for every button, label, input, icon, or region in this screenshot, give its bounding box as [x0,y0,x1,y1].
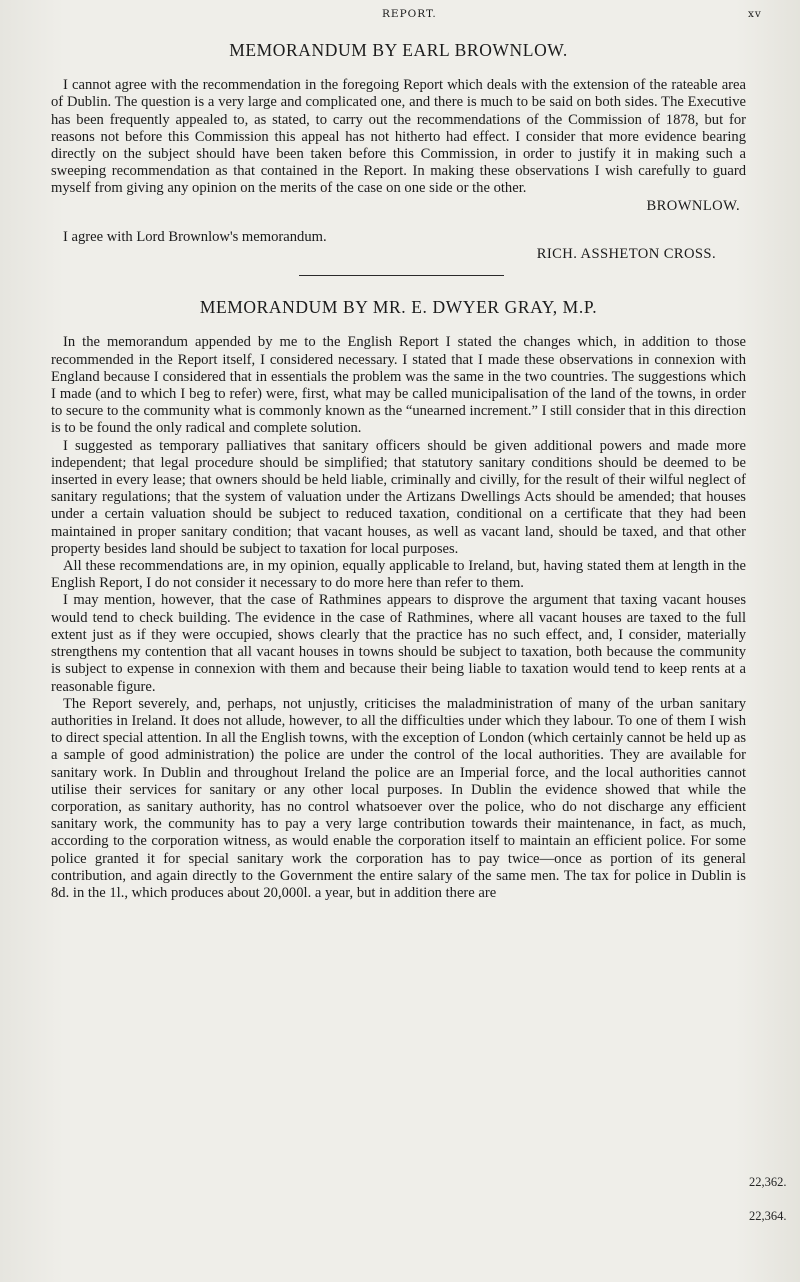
memo-gray-paragraph: I may mention, however, that the case of Rathmines appears to disprove the argument that taxing vacant houses would tend to check building. The evidence in the case of Rathmines, where all vacant houses are taxed to the full extent just as if they were occupied, shows clearly that the practice has no such effect, and, I consider, materially strengthens my contention that all vacant houses in towns should be subject to taxation, both because the community is subject to expense in connexion with them and because their being liable to taxation would tend to keep rents at a reasonable figure. [51,592,746,695]
margin-note-evidence-ref: 22,362. [749,1175,787,1189]
memo-gray-paragraph: I suggested as temporary palliatives that sanitary officers should be given additional powers and made more independent; that legal procedure should be simplified; that statutory sanitary conditions should be deemed to be inserted in every lease; that owners should be held liable, criminally and civilly, for the result of their wilful neglect of sanitary regulations; that the system of valuation under the Artizans Dwellings Acts should be amended; that houses under a certain valuation should be subject to reduced taxation, conditional on a certificate that they had been maintained in proper sanitary condition; that vacant houses, as well as vacant land, should be taxed, and that other property besides land should be subject to taxation for local purposes. [51,437,746,557]
memo-brownlow-paragraph: I cannot agree with the recommendation in the foregoing Report which deals with the extension of the rateable area of Dublin. The question is a very large and complicated one, and there is much to be said on both sides. The Executive has been frequently appealed to, as stated, to carry out the recommendations of the Commission of 1878, but for reasons not before this Commission this appeal has not hitherto had effect. I consider that more evidence bearing directly on the subject should have been taken before this Commission, in order to justify it in making such a sweeping recommendation as that contained in the Report. In making these observations I wish carefully to guard myself from giving any opinion on the merits of the case on one side or the other. [51,77,746,197]
divider-rule [299,275,504,276]
memo-brownlow-heading: MEMORANDUM BY EARL BROWNLOW. [229,40,568,60]
section-divider [51,263,746,287]
running-head [0,8,800,24]
memo-gray-heading: MEMORANDUM BY MR. E. DWYER GRAY, M.P. [199,297,598,318]
page-body [51,30,746,902]
signature-cross: RICH. ASSHETON CROSS. [536,246,716,263]
running-head-title: REPORT. [382,8,437,20]
memo-gray-paragraph: In the memorandum appended by me to the English Report I stated the changes which, in addition to those recommended in the Report itself, I considered necessary. I stated that I made these observations in connexion with England because I considered that in essentials the problem was the same in the two countries. The suggestions which I made (and to which I beg to refer) were, first, what may be called municipalisation of the land of the towns, in order to secure to the community what is commonly known as the “unearned increment.” I still consider that in this direction is to be found the only radical and complete solution. [51,334,746,437]
agreement-statement: I agree with Lord Brownlow's memorandum. [63,228,327,245]
margin-note-evidence-ref: 22,364. [749,1209,787,1223]
page-number: xv [748,8,762,20]
memo-gray-paragraph: The Report severely, and, perhaps, not unjustly, criticises the maladministration of many of the urban sanitary authorities in Ireland. It does not allude, however, to all the difficulties under which they labour. To one of them I wish to direct special attention. In all the English towns, with the exception of London (which certainly cannot be held up as a sample of good administration) the police are under the control of the local authorities. They are available for sanitary work. In Dublin and throughout Ireland the police are an Imperial force, and the local authorities cannot utilise their services for sanitary or any other local purposes. In Dublin the evidence showed that while the corporation, as sanitary authority, has no control whatsoever over the police, who do not discharge any efficient sanitary work, the community has to pay a very large contribution towards their maintenance, in fact, as much, according to the corporation witness, as would enable the corporation itself to maintain an efficient police. For some police granted it for special sanitary work the corporation has to pay twice—once as portion of its general contribution, and again directly to the Government the entire salary of the same men. The tax for police in Dublin is 8d. in the 1l., which produces about 20,000l. a year, but in addition there are [51,695,746,901]
spacer [51,215,746,229]
signature-brownlow: BROWNLOW. [646,197,740,214]
memo-gray-paragraph: All these recommendations are, in my opinion, equally applicable to Ireland, but, having stated them at length in the English Report, I do not consider it necessary to do more here than refer to them. [51,558,746,592]
